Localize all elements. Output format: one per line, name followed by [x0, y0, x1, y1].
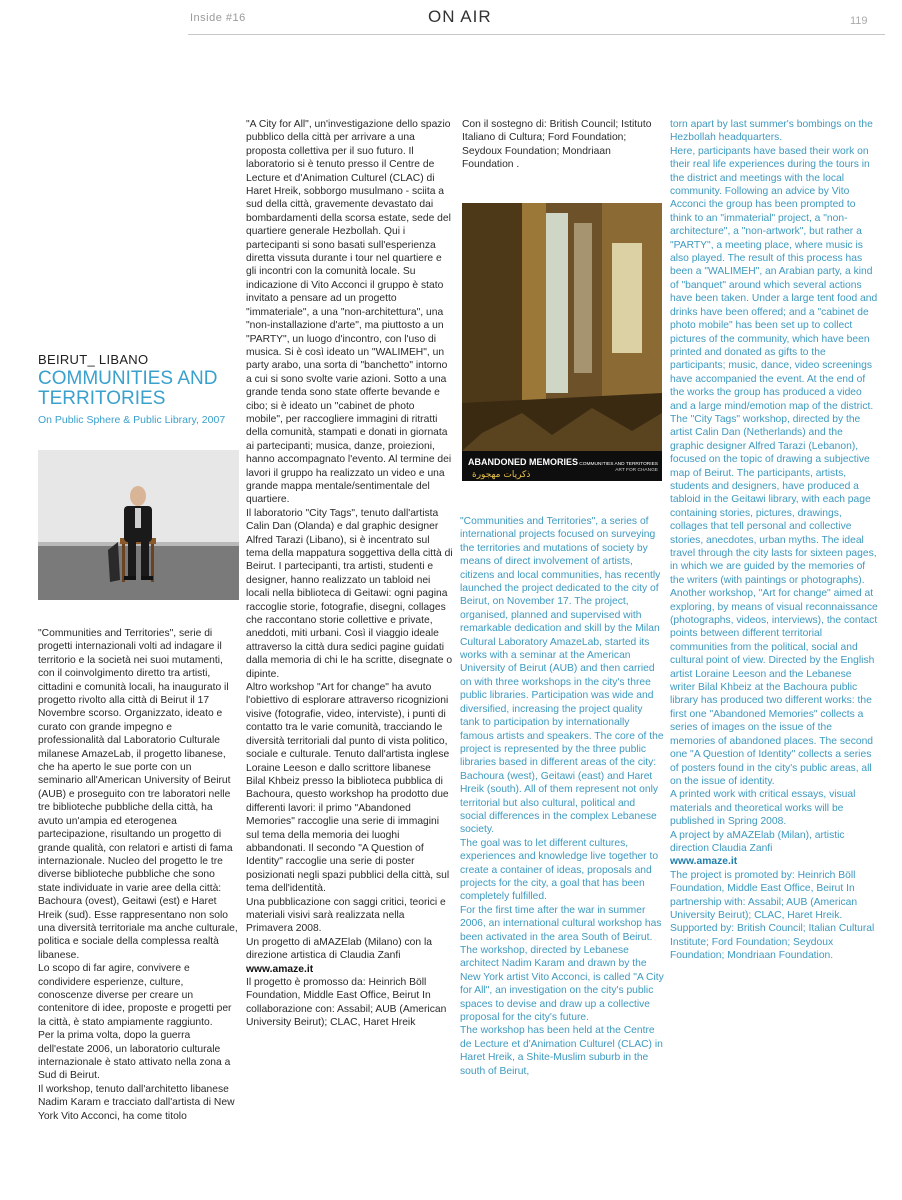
col1-paragraph: Il workshop, tenuto dall'architetto libanese Nadim Karam e tracciato dall'artista di New York Vito Acconci, ha come titolo: [38, 1083, 235, 1122]
col2-paragraph: "A City for All", un'investigazione dello spazio pubblico della città per arrivare a una proposta collettiva per il suo futuro. Il laboratorio si è tenuto presso il Centre de Lecture et d'Animation Culturel (CLAC) di Haret Hreik, sobborgo musulmano - sciita a sud della città, gravemente devastato dai bombardamenti della scorsa estate, sede del quartiere generale Hezbollah. Qui i partecipanti si sono basati sull'esperienza diretta vissuta durante i tour nel quartiere e gli incontri con la comunità locale. Su indicazione di Vito Acconci il gruppo è stato invitato a pensare ad un progetto "immateriale", a una "non-architettura", una "non-installazione d'arte", ma piuttosto a un "PARTY", un luogo d'incontro, con l'uso di musica. Si è così ideato un "WALIMEH", un party arabo, una sorta di "banchetto" intorno a cui si sono svolte varie azioni. Sotto a una grande tenda sono state offerte bevande e cibo; si è ideato un "cabinet de photo mobile", per raccogliere immagini di ritratti della comunità, stampati e donati in giornata ai partecipanti; musica, danze, proiezioni, hanno accompagnato l'evento. Al termine dei lavori il gruppo ha realizzato un video e una grande mappa mentale/sentimentale del quartiere.: [246, 119, 452, 506]
col4-paragraph: Another workshop, "Art for change" aimed at exploring, by means of visual reconnaissance (photographs, videos, interviews), the contact points between different territorial communities from the political, social and cultural point of view. Directed by the English artist Loraine Leeson and the Lebanese writer Bilal Khbeiz at the Bachoura public library has produced two different works: the first one "Abandoned Memories" collects a series of images on the issue of the memories of abandoned places. The second one "A Question of Identity" collects a series of posters found in the city's public areas, all on the issue of identity.: [670, 588, 878, 787]
col3-paragraph: For the first time after the war in summer 2006, an international cultural workshop has been activated in the area South of Beirut.: [460, 904, 662, 943]
photo-caption-title: ABANDONED MEMORIES: [468, 457, 579, 467]
photo-caption-small: COMMUNITIES AND TERRITORIES: [579, 462, 658, 467]
col3-paragraph: "Communities and Territories", a series of international projects focused on surveying the territories and mutations of society by means of direct involvement of artists, citizens and local communities, has recently launched the project dedicated to the city of Beirut, on November 17. The project, organised, planned and supervised with remarkable dedication and skill by the Milan Cultural Laboratory AmazeLab, started its works with a seminar at the American University of Beirut (AUB) and then carried on with three workshops in the city's three public libraries. Participation was wide and diversified, increasing the project quality tank to participation by internationally famous artists and speakers. The core of the project is represented by the three public libraries based in different areas of the city: Bachoura (west), Geitawi (east) and Haret Hreik (south). All of them represent not only territorial but also cultural, political and social differences in the complex Lebanese society.: [460, 516, 664, 836]
column-1: [38, 627, 238, 1123]
section-title: ON AIR: [428, 7, 492, 26]
photo-caption-arabic: ذكريات مهجورة: [472, 470, 531, 480]
column-3-top: [462, 118, 664, 172]
seated-man-illustration: [38, 450, 239, 600]
col2-credits: Il progetto è promosso da: Heinrich Böll Foundation, Middle East Office, Beirut In collaborazione con: Assabil; AUB (American University Beirut); CLAC, Haret Hreik: [246, 977, 447, 1029]
col1-paragraph: Per la prima volta, dopo la guerra dell'estate 2006, un laboratorio culturale internazionale è stato attivato nella zona a Sud di Beirut.: [38, 1030, 231, 1082]
col4-credits: The project is promoted by: Heinrich Böll Foundation, Middle East Office, Beirut In partnership with: Assabil; AUB (American University Beirut); CLAC, Haret Hreik.: [670, 869, 858, 921]
abandoned-memories-photo: [462, 203, 662, 481]
col1-paragraph: "Communities and Territories", serie di progetti internazionali volti ad indagare il territorio e la società nei suoi mutamenti, con il coinvolgimento diretto tra artisti, cittadini e comunità locali, ha inaugurato il progetto rivolto alla città di Beirut il 17 Novembre scorso. Organizzato, ideato e curato con grande impegno e professionalità dal Laboratorio Culturale milanese AmazeLab, il progetto libanese, che ha aperto le sue porte con un seminario all'American University of Beirut (AUB) e proseguito con tre laboratori nelle tre biblioteche pubbliche della città, ha avuto un'ampia ed eterogenea partecipazione, risultando un progetto di grande qualità, con relatori e artisti di fama internazionale. Nucleo del progetto le tre diverse biblioteche pubbliche che sono state individuate in varie aree della città: Bachoura (ovest), Geitawi (est) e Haret Hreik (sud). Esse rappresentano non solo una diversità territoriale ma anche culturale, politica e sociale della complessa realtà libanese.: [38, 628, 238, 961]
portrait-photo: [38, 450, 239, 600]
col4-paragraph: The "City Tags" workshop, directed by the artist Calin Dan (Netherlands) and the graphic designer Alfred Tarazi (Lebanon), focused on the topic of drawing a subjective map of Beirut. The participants, artists, students and designers, have produced a tabloid in the Geitawi library, with each page containing stories, pictures, drawings, collages that tell personal and collective stories, anecdotes, urban myths. The ideal travel through the city lasts for sixteen pages, in which we are guided by the memories of the writers (with paintings or photographs).: [670, 413, 877, 586]
website-link-en[interactable]: www.amaze.it: [670, 856, 738, 868]
col2-paragraph: Un progetto di aMAZElab (Milano) con la direzione artistica di Claudia Zanfi: [246, 936, 433, 962]
article-subtitle: On Public Sphere & Public Library, 2007: [38, 414, 226, 426]
col3-paragraph: The workshop, directed by Lebanese architect Nadim Karam and drawn by the New York artist Vito Acconci, is called "A City for All", an investigation on the city's public spaces to devise and draw up a collective proposal for the city's future.: [460, 945, 664, 1024]
col3-paragraph: The goal was to let different cultures, experiences and knowledge live together to create a container of ideas, proposals and projects for the city, a goal that has been completely fulfilled.: [460, 837, 659, 903]
col4-paragraph: A project by aMAZElab (Milan), artistic direction Claudia Zanfi: [670, 829, 845, 854]
header-rule: [188, 34, 885, 35]
article-title: COMMUNITIES AND TERRITORIES: [38, 368, 218, 409]
col4-paragraph: Here, participants have based their work on their real life experiences during the tours in the district and meetings with the local community. Following an advice by Vito Acconci the group has been prompted to think to an "immaterial" project, a "non-architecture", a "non-artwork", but rather a "PARTY", a meeting place, where music is also played. The result of this process has been a "WALIMEH", an Arabian party, a kind of "banquet" around which several actions have been taken. Under a large tent food and drinks have been offered; and a "cabinet de photo mobile" has been set up to collect pictures of the community, which have been printed and donated as gifts to the participants; music, dance, video screenings have accompanied the event. At the end of the works the group has produced a video and a large mind/emotion map of the district.: [670, 145, 878, 412]
col4-paragraph: torn apart by last summer's bombings on the Hezbollah headquarters.: [670, 119, 873, 144]
col2-paragraph: Il laboratorio "City Tags", tenuto dall'artista Calin Dan (Olanda) e dal graphic designer Alfred Tarazi (Libano), si è incentrato sul tema della mappatura soggettiva della città di Beirut. I partecipanti, tra artisti, studenti e designer, hanno realizzato un tabloid nei locali nella biblioteca di Geitawi: ogni pagina raccoglie storie, fotografie, disegni, collages che raccontano storie collettive e private, aneddoti, miti urbani. Così il viaggio ideale attraverso la città dura sedici pagine guidati dalla memoria di chi le ha scritte, disegnate o dipinte.: [246, 507, 453, 680]
col4-credits: Supported by: British Council; Italian Cultural Institute; Ford Foundation; Seydoux Foundation; Mondriaan Foundation.: [670, 923, 875, 962]
column-3: [460, 515, 664, 1078]
column-4: [670, 118, 878, 963]
col2-paragraph: Una pubblicazione con saggi critici, teorici e materiali visivi sarà realizzata nella Primavera 2008.: [246, 896, 446, 935]
issue-label: Inside #16: [190, 12, 246, 24]
website-link-it[interactable]: www.amaze.it: [246, 963, 314, 975]
col3-sponsors: Con il sostegno di: British Council; Istituto Italiano di Cultura; Ford Foundation; Seydoux Foundation; Mondriaan Foundation .: [462, 119, 652, 171]
col3-paragraph: The workshop has been held at the Centre de Lecture et d'Animation Culturel (CLAC) in Haret Hreik, a Shite-Muslim suburb in the south of Beirut,: [460, 1025, 663, 1077]
ruined-interior-illustration: [462, 203, 662, 481]
column-2: [246, 118, 453, 1030]
article-kicker: BEIRUT_ LIBANO: [38, 352, 149, 367]
col1-paragraph: Lo scopo di far agire, convivere e condividere esperienze, culture, conoscenze diverse per creare un contenitore di idee, proposte e progetti per la città, è stato ampiamente raggiunto.: [38, 963, 232, 1028]
col4-paragraph: A printed work with critical essays, visual materials and theoretical works will be published in Spring 2008.: [670, 789, 856, 828]
photo-caption-small2: ART FOR CHANGE: [615, 468, 658, 473]
col2-paragraph: Altro workshop "Art for change" ha avuto l'obiettivo di esplorare attraverso ricognizioni visive (fotografie, video, interviste), i punti di contatto tra le varie comunità, tracciando le diversità territoriali dal punto di vista politico, sociale e culturale. Tenuto dall'artista inglese Loraine Leeson e dallo scrittore libanese Bilal Khbeiz presso la biblioteca pubblica di Bachoura, questo workshop ha prodotto due differenti lavori: il primo "Abandoned Memories" raccoglie una serie di immagini sul tema della memoria dei luoghi abbandonati. Il secondo "A Question of Identity" raccoglie una serie di poster posizionati negli spazi pubblici della città, sul tema dell'identità.: [246, 682, 450, 895]
page-number: 119: [850, 15, 868, 27]
